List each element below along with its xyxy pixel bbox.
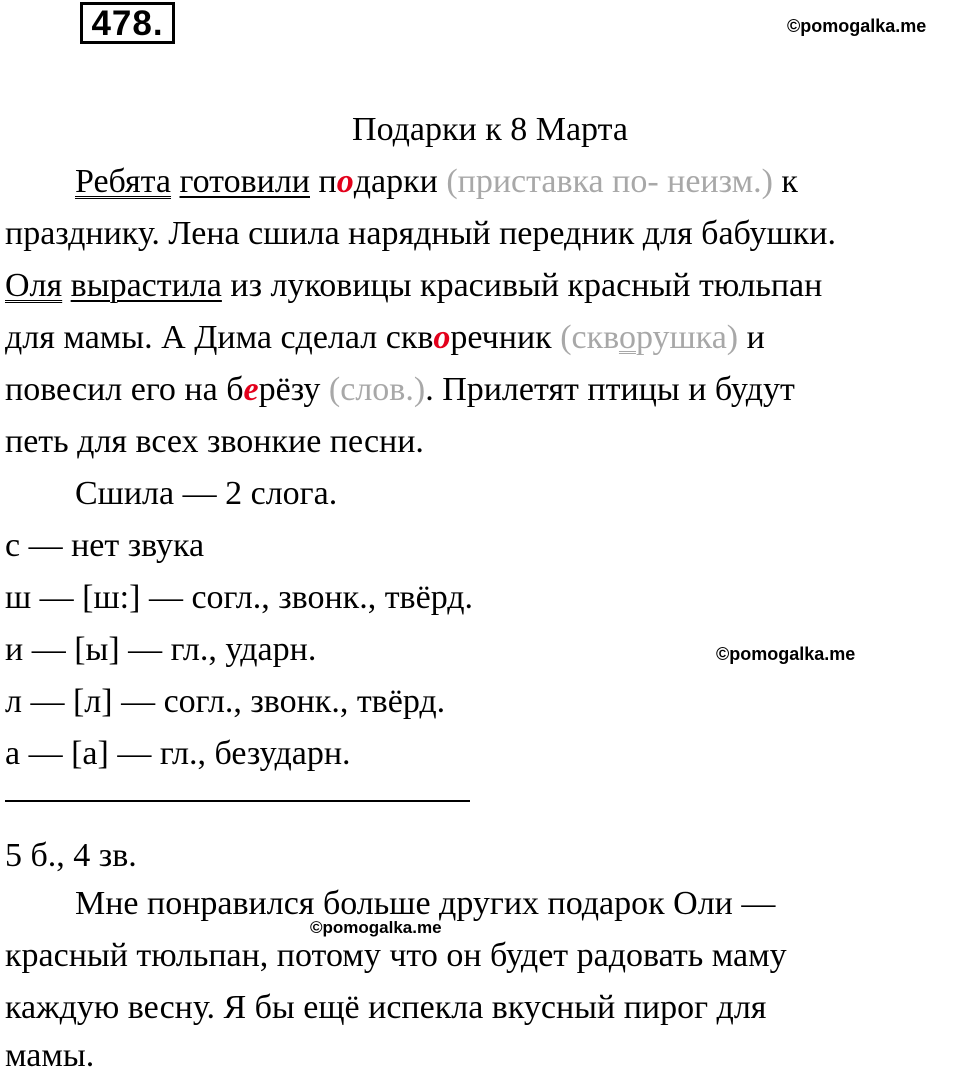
text-title: Подарки к 8 Марта <box>352 111 628 148</box>
predicate-word: готовили <box>179 163 310 200</box>
task-number: 478. <box>80 2 175 44</box>
text-line-11: л — [л] — согл., звонк., твёрд. <box>5 683 446 720</box>
text-line-4 <box>5 318 765 358</box>
text-fragment: дарки <box>353 163 447 200</box>
text-line-5 <box>5 370 795 410</box>
text-line-14: Мне понравился больше других подарок Оли — <box>75 885 776 922</box>
text-line-17: мамы. <box>5 1037 95 1074</box>
space <box>62 267 71 304</box>
text-fragment: из луковицы красивый красный тюльпан <box>221 267 823 304</box>
subject-word: Ребята <box>75 163 172 200</box>
text-line-3 <box>5 266 822 306</box>
hint-fragment: рушка) <box>635 319 739 356</box>
text-fragment: . Прилетят птицы и будут <box>425 371 795 408</box>
hint-note: (приставка по- неизм.) <box>446 163 773 200</box>
hint-note <box>560 319 738 356</box>
text-fragment: повесил его на б <box>5 371 244 408</box>
text-line-12: а — [а] — гл., безударн. <box>5 735 351 772</box>
hint-note: (слов.) <box>328 371 426 408</box>
text-line-9: ш — [ш:] — согл., звонк., твёрд. <box>5 579 474 616</box>
text-fragment: и <box>738 319 765 356</box>
watermark-top: ©pomogalka.me <box>787 16 927 36</box>
text-line-13: 5 б., 4 зв. <box>5 837 137 874</box>
text-line-7: Сшила — 2 слога. <box>75 475 338 512</box>
hint-fragment: (скв <box>560 319 619 356</box>
highlighted-vowel: о <box>336 163 354 200</box>
highlighted-vowel: е <box>243 371 259 408</box>
space <box>171 163 180 200</box>
subject-word: Оля <box>5 267 63 304</box>
text-line-15: красный тюльпан, потому что он будет радовать маму <box>5 937 787 974</box>
hint-stressed-vowel: о <box>618 319 636 356</box>
text-line-1 <box>75 162 798 202</box>
text-fragment: для мамы. А Дима сделал скв <box>5 319 434 356</box>
divider-line <box>5 800 470 802</box>
text-fragment: речник <box>450 319 561 356</box>
text-line-10: и — [ы] — гл., ударн. <box>5 631 317 668</box>
watermark-middle: ©pomogalka.me <box>716 644 856 664</box>
text-line-16: каждую весну. Я бы ещё испекла вкусный пирог для <box>5 989 767 1026</box>
text-fragment: к <box>772 163 798 200</box>
text-line-2: празднику. Лена сшила нарядный передник для бабушки. <box>5 215 836 252</box>
text-line-6: петь для всех звонкие песни. <box>5 423 424 460</box>
text-line-8: с — нет звука <box>5 527 205 564</box>
watermark-bottom: ©pomogalka.me <box>310 918 442 937</box>
text-fragment: п <box>310 163 337 200</box>
text-fragment: рёзу <box>258 371 329 408</box>
predicate-word: вырастила <box>70 267 222 304</box>
highlighted-vowel: о <box>433 319 451 356</box>
